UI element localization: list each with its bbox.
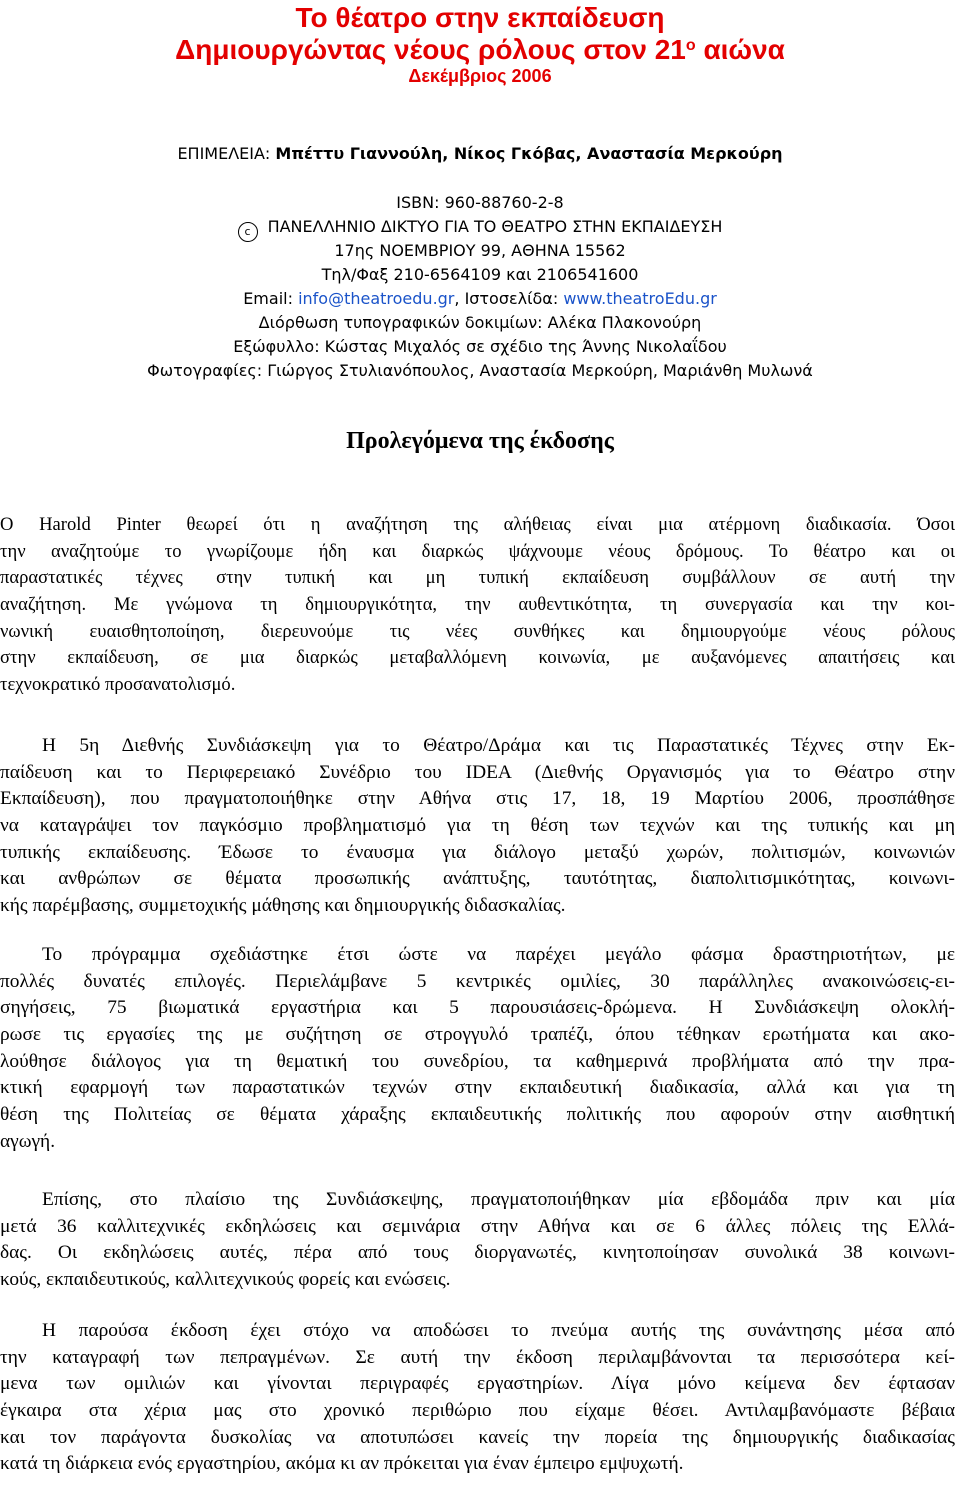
text-line: Επίσης, στο πλαίσιο της Συνδιάσκεψης, πραγματοποιήθηκαν μία εβδομάδα πριν και μία [42, 1189, 955, 1210]
paragraph-2 [0, 733, 955, 920]
cover-credit: Εξώφυλλο: Κώστας Μιχαλός σε σχέδιο της Άννης Νικολαΐδου [233, 337, 727, 356]
paragraph-1 [0, 512, 955, 699]
text-line: Ο Harold Pinter θεωρεί ότι η αναζήτηση της αλήθειας είναι μια ατέρμονη διαδικασία. Όσοι [0, 514, 955, 535]
text-line: παραστατικές τέχνες στην τυπική και μη τυπική εκπαίδευση συμβάλλουν σε αυτή την [0, 567, 955, 589]
text-line: μενα των ομιλιών και γίνονται περιγραφές εργαστηρίων. Λίγα μόνο κείμενα δεν έφτασαν [0, 1373, 955, 1395]
text-line: δας. Οι εκδηλώσεις αυτές, πέρα από τους διοργανωτές, κινητοποίησαν συνολικά 38 κοινωνι- [0, 1242, 955, 1264]
text-line: κατά τη διάρκεια ενός εργαστηρίου, ακόμα κι αν πρόκειται για έναν έμπειρο εμψυχωτή. [0, 1453, 684, 1475]
organization-line [0, 215, 960, 242]
editors-names: Μπέττυ Γιαννούλη, Νίκος Γκόβας, Αναστασία Μερκούρη [275, 144, 783, 163]
text-line: αναζήτηση. Με γνώμονα τη δημιουργικότητα, την αυθεντικότητα, τη συνεργασία και την κοι- [0, 594, 955, 616]
text-line: τεχνοκρατικό προσανατολισμό. [0, 674, 236, 696]
text-line: λούθησε διάλογος για τη θεματική του συνεδρίου, τα καθημερινά προβλήματα από την πρα- [0, 1050, 955, 1072]
text-line: την αναζητούμε το γνωρίζουμε ήδη και διαρκώς ψάχνουμε νέους δρόμους. Το θέατρο και οι [0, 540, 955, 562]
address: 17ης ΝΟΕΜΒΡΙΟΥ 99, ΑΘΗΝΑ 15562 [334, 241, 626, 260]
text-line: έγκαιρα στα χέρια μας στο χρονικό περιθώριο που είχαμε θέσει. Αντιλαμβανόμαστε βέβαια [0, 1400, 955, 1422]
text-line: στην εκπαίδευση, σε μια διαρκώς μεταβαλλόμενη κοινωνία, με αυξανόμενες απαιτήσεις και [0, 647, 955, 669]
title-line-2-main: Δημιουργώντας νέους ρόλους στον 21 [175, 34, 686, 65]
copyright-icon: c [238, 222, 258, 242]
text-line: παίδευση και το Περιφερειακό Συνέδριο του IDEA (Διεθνής Οργανισμός για το Θέατρο στην [0, 761, 955, 783]
text-line: και τον παράγοντα δυσκολίας να αποτυπώσει κανείς την πορεία της δημιουργικής διαδικασίας [0, 1426, 955, 1448]
photos-credit: Φωτογραφίες: Γιώργος Στυλιανόπουλος, Αναστασία Μερκούρη, Μαριάνθη Μυλωνά [147, 361, 813, 380]
paragraph-5 [0, 1318, 955, 1478]
text-line: τυπικής εκπαίδευσης. Έδωσε το έναυσμα για διάλογο μεταξύ χωρών, πολιτισμών, κοινωνιών [0, 841, 955, 863]
text-line: Εκπαίδευση), που πραγματοποιήθηκε στην Αθήνα στις 17, 18, 19 Μαρτίου 2006, προσπάθησε [0, 788, 955, 810]
section-heading: Προλεγόμενα της έκδοσης [346, 428, 614, 454]
contact-line [0, 287, 960, 311]
text-line: πολλές δυνατές επιλογές. Περιελάμβανε 5 κεντρικές ομιλίες, 30 παράλληλες ανακοινώσεις-ει- [0, 970, 955, 992]
text-line: κούς, εκπαιδευτικούς, καλλιτεχνικούς φορείς και ενώσεις. [0, 1269, 451, 1291]
text-line: να καταγράψει τον παγκόσμιο προβληματισμό για τη θέση των τεχνών και της τυπικής και μη [0, 815, 955, 837]
paragraph-4 [0, 1187, 955, 1294]
text-line: σηγήσεις, 75 βιωματικά εργαστήρια και 5 παρουσιάσεις-δρώμενα. Η Συνδιάσκεψη ολοκλή- [0, 997, 955, 1019]
text-line: και ανθρώπων σε θέματα προσωπικής ανάπτυξης, ταυτότητας, διαπολιτισμικότητας, κοινωνι- [0, 868, 955, 890]
editors-line [0, 142, 960, 166]
text-line: αγωγή. [0, 1130, 56, 1152]
text-line: ρωσε τις εργασίες της με συζήτηση σε στρογγυλό τραπέζι, όπου τέθηκαν ερωτήματα και ακο- [0, 1024, 955, 1046]
editors-label: ΕΠΙΜΕΛΕΙΑ: [177, 144, 271, 163]
email-link[interactable]: info@theatroedu.gr [298, 289, 455, 308]
text-line: Το πρόγραμμα σχεδιάστηκε έτσι ώστε να παρέχει μεγάλο φάσμα δραστηριοτήτων, με [42, 944, 955, 965]
text-line: μετά 36 καλλιτεχνικές εκδηλώσεις και σεμινάρια στην Αθήνα και σε 6 άλλες πόλεις της Ελλά- [0, 1215, 955, 1237]
title-line-1: Το θέατρο στην εκπαίδευση [295, 2, 665, 33]
title-line-2-end: αιώνα [703, 34, 785, 65]
text-line: κτική εφαρμογή των παραστατικών τεχνών στην εκπαιδευτική διαδικασία, αλλά και για τη [0, 1077, 955, 1099]
text-line: Η παρούσα έκδοση έχει στόχο να αποδώσει το πνεύμα αυτής της συνάντησης μέσα από [42, 1320, 955, 1341]
organization-name: ΠΑΝΕΛΛΗΝΙΟ ΔΙΚΤΥΟ ΓΙΑ ΤΟ ΘΕΑΤΡΟ ΣΤΗΝ ΕΚΠΑΙΔΕΥΣΗ [267, 217, 723, 236]
publication-date: Δεκέμβριος 2006 [408, 66, 552, 86]
proofreading-credit: Διόρθωση τυπογραφικών δοκιμίων: Αλέκα Πλακονούρη [258, 313, 702, 332]
text-line: κής παρέμβασης, συμμετοχικής μάθησης και δημιουργικής διδασκαλίας. [0, 895, 566, 917]
text-line: Η 5η Διεθνής Συνδιάσκεψη για το Θέατρο/Δράμα και τις Παραστατικές Τέχνες στην Εκ- [42, 735, 955, 756]
email-label: Email: [243, 289, 293, 308]
phone: Τηλ/Φαξ 210-6564109 και 2106541600 [321, 265, 639, 284]
isbn: ISBN: 960-88760-2-8 [396, 193, 564, 212]
title-superscript: ο [685, 37, 696, 54]
text-line: την καταγραφή των πεπραγμένων. Σε αυτή την έκδοση περιλαμβάνονται τα περισσότερα κεί- [0, 1346, 955, 1368]
paragraph-3 [0, 942, 955, 1156]
text-line: θέση της Πολιτείας σε θέματα χάραξης εκπαιδευτικής πολιτικής που αφορούν στην αισθητική [0, 1104, 955, 1126]
website-label: , Ιστοσελίδα: [454, 289, 559, 308]
website-link[interactable]: www.theatroEdu.gr [563, 289, 717, 308]
text-line: νωνική ευαισθητοποίηση, διερευνούμε τις νέες συνθήκες και δημιουργούμε νέους ρόλους [0, 620, 955, 642]
title-line-2 [0, 34, 960, 66]
